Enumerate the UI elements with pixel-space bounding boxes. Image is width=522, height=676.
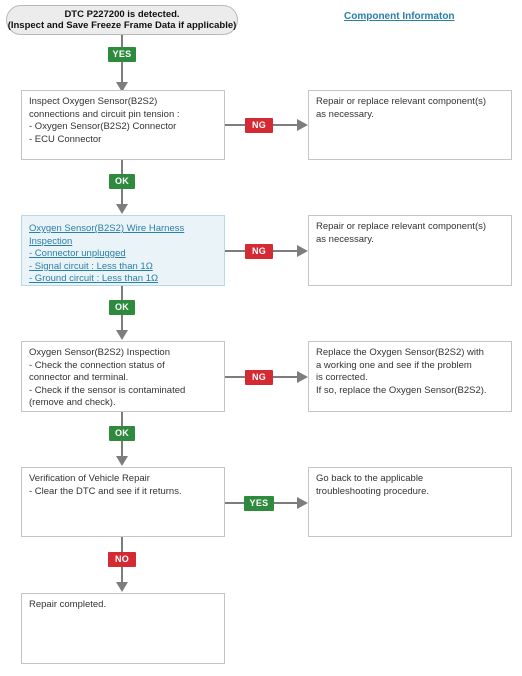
step-sensor-inspection bbox=[21, 341, 225, 412]
action-text: is corrected. bbox=[316, 372, 368, 383]
step-inspect-connections bbox=[21, 90, 225, 160]
ground-circuit-link[interactable]: - Ground circuit : Less than 1Ω bbox=[29, 273, 159, 284]
step-text: Verification of Vehicle Repair bbox=[29, 473, 150, 484]
ng-badge: NG bbox=[245, 118, 273, 133]
step-text: - Check the connection status of bbox=[29, 359, 165, 371]
arrow-right-icon bbox=[297, 497, 308, 509]
ng-badge: NG bbox=[245, 370, 273, 385]
action-repair-replace bbox=[308, 215, 512, 286]
step-text: - Oxygen Sensor(B2S2) Connector bbox=[29, 121, 177, 132]
arrow-right-icon bbox=[297, 245, 308, 257]
arrow-right-icon bbox=[297, 371, 308, 383]
step-text: Inspect Oxygen Sensor(B2S2) bbox=[29, 96, 158, 107]
harness-inspection-link[interactable]: Inspection bbox=[29, 235, 73, 247]
no-badge: NO bbox=[108, 552, 136, 567]
ok-badge: OK bbox=[109, 300, 135, 315]
arrow-down-icon bbox=[116, 204, 128, 214]
step-text: Oxygen Sensor(B2S2) Inspection bbox=[29, 347, 170, 358]
connector-unplugged-link[interactable]: - Connector unplugged bbox=[29, 248, 126, 259]
step-wire-harness-inspection bbox=[21, 215, 225, 286]
step-text: connections and circuit pin tension : bbox=[29, 108, 180, 120]
start-node bbox=[6, 5, 238, 35]
ok-badge: OK bbox=[109, 426, 135, 441]
ok-badge: OK bbox=[109, 174, 135, 189]
signal-circuit-link[interactable]: - Signal circuit : Less than 1Ω bbox=[29, 260, 153, 272]
start-line-1: DTC P227200 is detected. bbox=[64, 9, 180, 20]
action-text: If so, replace the Oxygen Sensor(B2S2). bbox=[316, 384, 487, 396]
step-text: - Clear the DTC and see if it returns. bbox=[29, 485, 182, 497]
action-text: Repair or replace relevant component(s) bbox=[316, 221, 487, 232]
action-replace-sensor bbox=[308, 341, 512, 412]
step-text: - ECU Connector bbox=[29, 133, 102, 145]
yes-badge: YES bbox=[108, 47, 136, 62]
final-repair-completed bbox=[21, 593, 225, 664]
step-text: (remove and check). bbox=[29, 397, 116, 408]
step-text: - Check if the sensor is contaminated bbox=[29, 384, 186, 396]
action-text: a working one and see if the problem bbox=[316, 359, 472, 371]
harness-inspection-link[interactable]: Oxygen Sensor(B2S2) Wire Harness bbox=[29, 223, 185, 234]
component-information-link[interactable]: Component Informaton bbox=[344, 11, 455, 22]
start-line-2: (Inspect and Save Freeze Frame Data if applicable) bbox=[7, 20, 237, 31]
arrow-down-icon bbox=[116, 330, 128, 340]
arrow-down-icon bbox=[116, 456, 128, 466]
action-text: Replace the Oxygen Sensor(B2S2) with bbox=[316, 347, 484, 358]
step-text: connector and terminal. bbox=[29, 372, 129, 383]
action-text: Repair or replace relevant component(s) bbox=[316, 96, 487, 107]
action-repair-replace bbox=[308, 90, 512, 160]
yes-badge: YES bbox=[244, 496, 274, 511]
arrow-down-icon bbox=[116, 582, 128, 592]
action-go-back bbox=[308, 467, 512, 537]
ng-badge: NG bbox=[245, 244, 273, 259]
action-text: troubleshooting procedure. bbox=[316, 485, 430, 497]
arrow-right-icon bbox=[297, 119, 308, 131]
action-text: as necessary. bbox=[316, 233, 374, 245]
step-verification bbox=[21, 467, 225, 537]
final-text: Repair completed. bbox=[29, 599, 107, 610]
action-text: Go back to the applicable bbox=[316, 473, 424, 484]
action-text: as necessary. bbox=[316, 108, 374, 120]
